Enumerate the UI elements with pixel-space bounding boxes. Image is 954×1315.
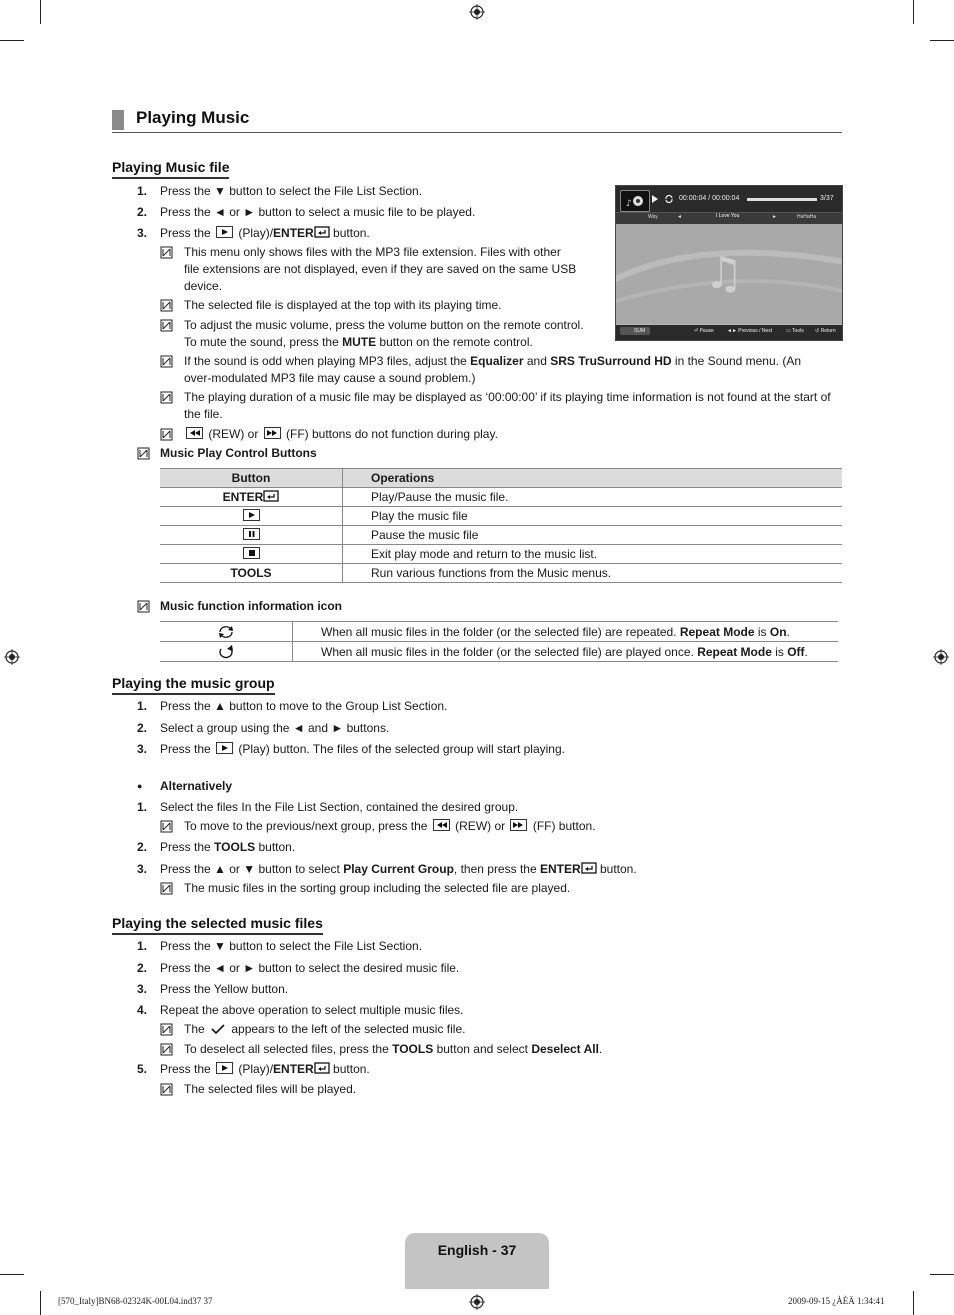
repeat-off-icon — [216, 644, 236, 660]
step-number: 4. — [137, 1003, 148, 1017]
step-number: 2. — [137, 721, 148, 735]
step-number: 2. — [137, 205, 148, 219]
repeat-on-icon — [216, 624, 236, 640]
operation-cell: Play the music file — [343, 507, 843, 526]
step-number: 5. — [137, 1062, 148, 1076]
note-text: The music files in the sorting group including the selected file are played. — [184, 881, 571, 895]
step-text: Press the (Play)/ENTER button. — [160, 226, 370, 240]
description-cell: When all music files in the folder (or the selected file) are repeated. Repeat Mode is On. — [293, 622, 839, 642]
note-icon — [160, 1043, 173, 1056]
operation-cell: Pause the music file — [343, 526, 843, 545]
operation-cell: Exit play mode and return to the music list. — [343, 545, 843, 564]
note-icon — [160, 246, 173, 259]
left-arrow-icon: ◄ — [214, 205, 226, 219]
note-icon — [137, 600, 150, 613]
crop-mark — [40, 0, 41, 24]
note-icon — [160, 882, 173, 895]
note-icon — [160, 319, 173, 332]
note-text: the file. — [184, 407, 223, 421]
step-text: Press the ▲ or ▼ button to select Play Current Group, then press the ENTER button. — [160, 862, 637, 876]
note-icon — [137, 447, 150, 460]
page-number-tab — [405, 1233, 549, 1289]
button-cell — [160, 545, 343, 564]
prev-track: Way — [648, 214, 658, 220]
print-slug-left: [570_Italy]BN68-02324K-00L04.ind37 37 — [58, 1296, 213, 1306]
registration-mark-icon — [469, 1294, 485, 1310]
control-buttons-table — [160, 468, 842, 583]
note-text: The playing duration of a music file may be displayed as ‘00:00:00’ if its playing time information is not found at the start of — [184, 390, 831, 404]
current-track: I Love You — [716, 213, 740, 219]
button-cell — [160, 526, 343, 545]
device-label: SUM — [620, 327, 650, 335]
button-cell — [160, 507, 343, 526]
operation-cell: Play/Pause the music file. — [343, 488, 843, 507]
play-button-icon — [216, 226, 233, 238]
prev-next-hint: ◄► Previous / Next — [727, 328, 773, 334]
operation-cell: Run various functions from the Music menus. — [343, 564, 843, 583]
step-number: 1. — [137, 699, 148, 713]
right-arrow-icon: ► — [772, 214, 777, 220]
table-row — [160, 507, 842, 526]
track-count: 3/37 — [820, 195, 834, 202]
table-row — [160, 564, 842, 583]
step-number: 3. — [137, 742, 148, 756]
pause-hint: ⏎ Pause — [694, 328, 714, 334]
step-text: Select the files In the File List Section, contained the desired group. — [160, 800, 519, 814]
crop-mark — [913, 0, 914, 24]
step-text: Press the ▲ button to move to the Group List Section. — [160, 699, 448, 713]
icon-cell — [160, 622, 293, 642]
svg-text:♪: ♪ — [626, 199, 632, 209]
step-text: Repeat the above operation to select multiple music files. — [160, 1003, 464, 1017]
note-text: file extensions are not displayed, even if they are saved on the same USB — [184, 262, 577, 276]
step-number: 3. — [137, 226, 148, 240]
left-arrow-icon: ◄ — [292, 721, 305, 735]
crop-mark — [0, 40, 24, 41]
table-row — [160, 622, 838, 642]
note-text: To move to the previous/next group, press the (REW) or (FF) button. — [184, 819, 596, 833]
step-number: 2. — [137, 961, 148, 975]
right-arrow-icon: ► — [243, 205, 256, 219]
registration-mark-icon — [469, 4, 485, 20]
crop-mark — [0, 1274, 24, 1275]
note-text: To adjust the music volume, press the volume button on the remote control. — [184, 318, 584, 332]
note-icon — [160, 428, 173, 441]
fast-forward-button-icon — [510, 819, 527, 831]
left-arrow-icon: ◄ — [677, 214, 682, 220]
step-number: 2. — [137, 840, 148, 854]
music-note-icon — [616, 224, 842, 324]
up-arrow-icon: ▲ — [214, 699, 226, 713]
bullet-icon: ● — [137, 781, 143, 791]
step-text: Press the TOOLS button. — [160, 840, 296, 854]
tools-hint: ▭ Tools — [786, 328, 804, 334]
down-arrow-icon: ▼ — [243, 862, 256, 876]
progress-fill — [747, 198, 817, 201]
step-number: 1. — [137, 800, 148, 814]
rewind-button-icon — [186, 427, 203, 439]
table-row — [160, 526, 842, 545]
note-text: The selected file is displayed at the top with its playing time. — [184, 298, 502, 312]
step-text: Press the Yellow button. — [160, 982, 289, 996]
fast-forward-button-icon — [264, 427, 281, 439]
enter-icon — [581, 862, 597, 876]
button-cell: ENTER — [160, 488, 343, 507]
player-background — [616, 224, 842, 324]
right-arrow-icon: ► — [243, 961, 256, 975]
button-cell: TOOLS — [160, 564, 343, 583]
title-marker — [112, 110, 124, 130]
stop-button-icon — [243, 547, 260, 559]
play-time: 00:00:04 / 00:00:04 — [679, 195, 740, 202]
page-title: Playing Music — [136, 108, 250, 127]
note-icon — [160, 355, 173, 368]
crop-mark — [930, 1274, 954, 1275]
down-arrow-icon: ▼ — [214, 184, 226, 198]
note-text: device. — [184, 279, 223, 293]
up-arrow-icon: ▲ — [214, 862, 226, 876]
note-icon — [160, 299, 173, 312]
description-cell: When all music files in the folder (or the selected file) are played once. Repeat Mode is Off. — [293, 642, 839, 662]
album-thumbnail — [620, 190, 650, 212]
enter-icon — [314, 1062, 330, 1076]
icon-cell — [160, 642, 293, 662]
checkmark-icon — [210, 1023, 226, 1035]
table-header-row — [160, 469, 842, 488]
pause-button-icon — [243, 528, 260, 540]
note-text: This menu only shows files with the MP3 file extension. Files with other — [184, 245, 561, 259]
table-caption: Music Play Control Buttons — [160, 446, 317, 460]
step-text: Press the ▼ button to select the File List Section. — [160, 184, 423, 198]
note-text: If the sound is odd when playing MP3 files, adjust the Equalizer and SRS TruSurround HD in the Sound menu. (An — [184, 354, 801, 368]
svg-text:♫: ♫ — [704, 248, 744, 299]
column-header: Operations — [343, 469, 843, 488]
print-slug-right: 2009-09-15 ¿ÀÈÄ 1:34:41 — [788, 1296, 885, 1306]
step-text: Press the (Play)/ENTER button. — [160, 1062, 370, 1076]
music-player-screenshot — [615, 185, 843, 341]
step-text: Press the ◄ or ► button to select the desired music file. — [160, 961, 460, 975]
right-arrow-icon: ► — [331, 721, 344, 735]
crop-mark — [40, 1291, 41, 1315]
note-text: To mute the sound, press the MUTE button on the remote control. — [184, 335, 533, 349]
step-number: 3. — [137, 862, 148, 876]
note-text: The appears to the left of the selected music file. — [184, 1022, 466, 1036]
note-text: The selected files will be played. — [184, 1082, 357, 1096]
step-number: 1. — [137, 939, 148, 953]
section-heading: Playing the music group — [112, 675, 275, 695]
rewind-button-icon — [433, 819, 450, 831]
enter-icon — [263, 490, 279, 504]
column-header: Button — [160, 469, 343, 488]
section-heading: Playing the selected music files — [112, 915, 323, 935]
play-status-icon — [651, 194, 659, 204]
note-text: To deselect all selected files, press the TOOLS button and select Deselect All. — [184, 1042, 603, 1056]
table-row — [160, 642, 838, 662]
next-track: HaHaHa — [797, 214, 817, 220]
play-button-icon — [216, 742, 233, 754]
table-caption: Music function information icon — [160, 599, 342, 613]
note-icon — [160, 1083, 173, 1096]
play-button-icon — [243, 509, 260, 521]
step-number: 1. — [137, 184, 148, 198]
table-row — [160, 488, 842, 507]
info-icon-table — [160, 621, 838, 662]
registration-mark-icon — [4, 649, 20, 665]
crop-mark — [930, 40, 954, 41]
play-button-icon — [216, 1062, 233, 1074]
note-icon — [160, 1023, 173, 1036]
note-text: (REW) or (FF) buttons do not function during play. — [184, 426, 498, 443]
progress-bar — [747, 198, 817, 201]
step-number: 3. — [137, 982, 148, 996]
section-heading: Playing Music file — [112, 159, 229, 179]
alternatively-label: Alternatively — [160, 779, 233, 793]
table-row — [160, 545, 842, 564]
enter-icon — [314, 226, 330, 240]
left-arrow-icon: ◄ — [214, 961, 226, 975]
step-text: Press the (Play) button. The files of the selected group will start playing. — [160, 742, 565, 756]
repeat-icon — [664, 194, 674, 204]
down-arrow-icon: ▼ — [214, 939, 226, 953]
note-icon — [160, 391, 173, 404]
crop-mark — [913, 1291, 914, 1315]
step-text: Press the ▼ button to select the File List Section. — [160, 939, 423, 953]
return-hint: ↺ Return — [815, 328, 836, 334]
note-icon — [160, 820, 173, 833]
note-text: over-modulated MP3 file may cause a sound problem.) — [184, 371, 476, 385]
page-title-bar — [112, 108, 842, 133]
step-text: Press the ◄ or ► button to select a music file to be played. — [160, 205, 476, 219]
page-number: English - 37 — [437, 1242, 517, 1258]
registration-mark-icon — [933, 649, 949, 665]
step-text: Select a group using the ◄ and ► buttons. — [160, 721, 390, 735]
